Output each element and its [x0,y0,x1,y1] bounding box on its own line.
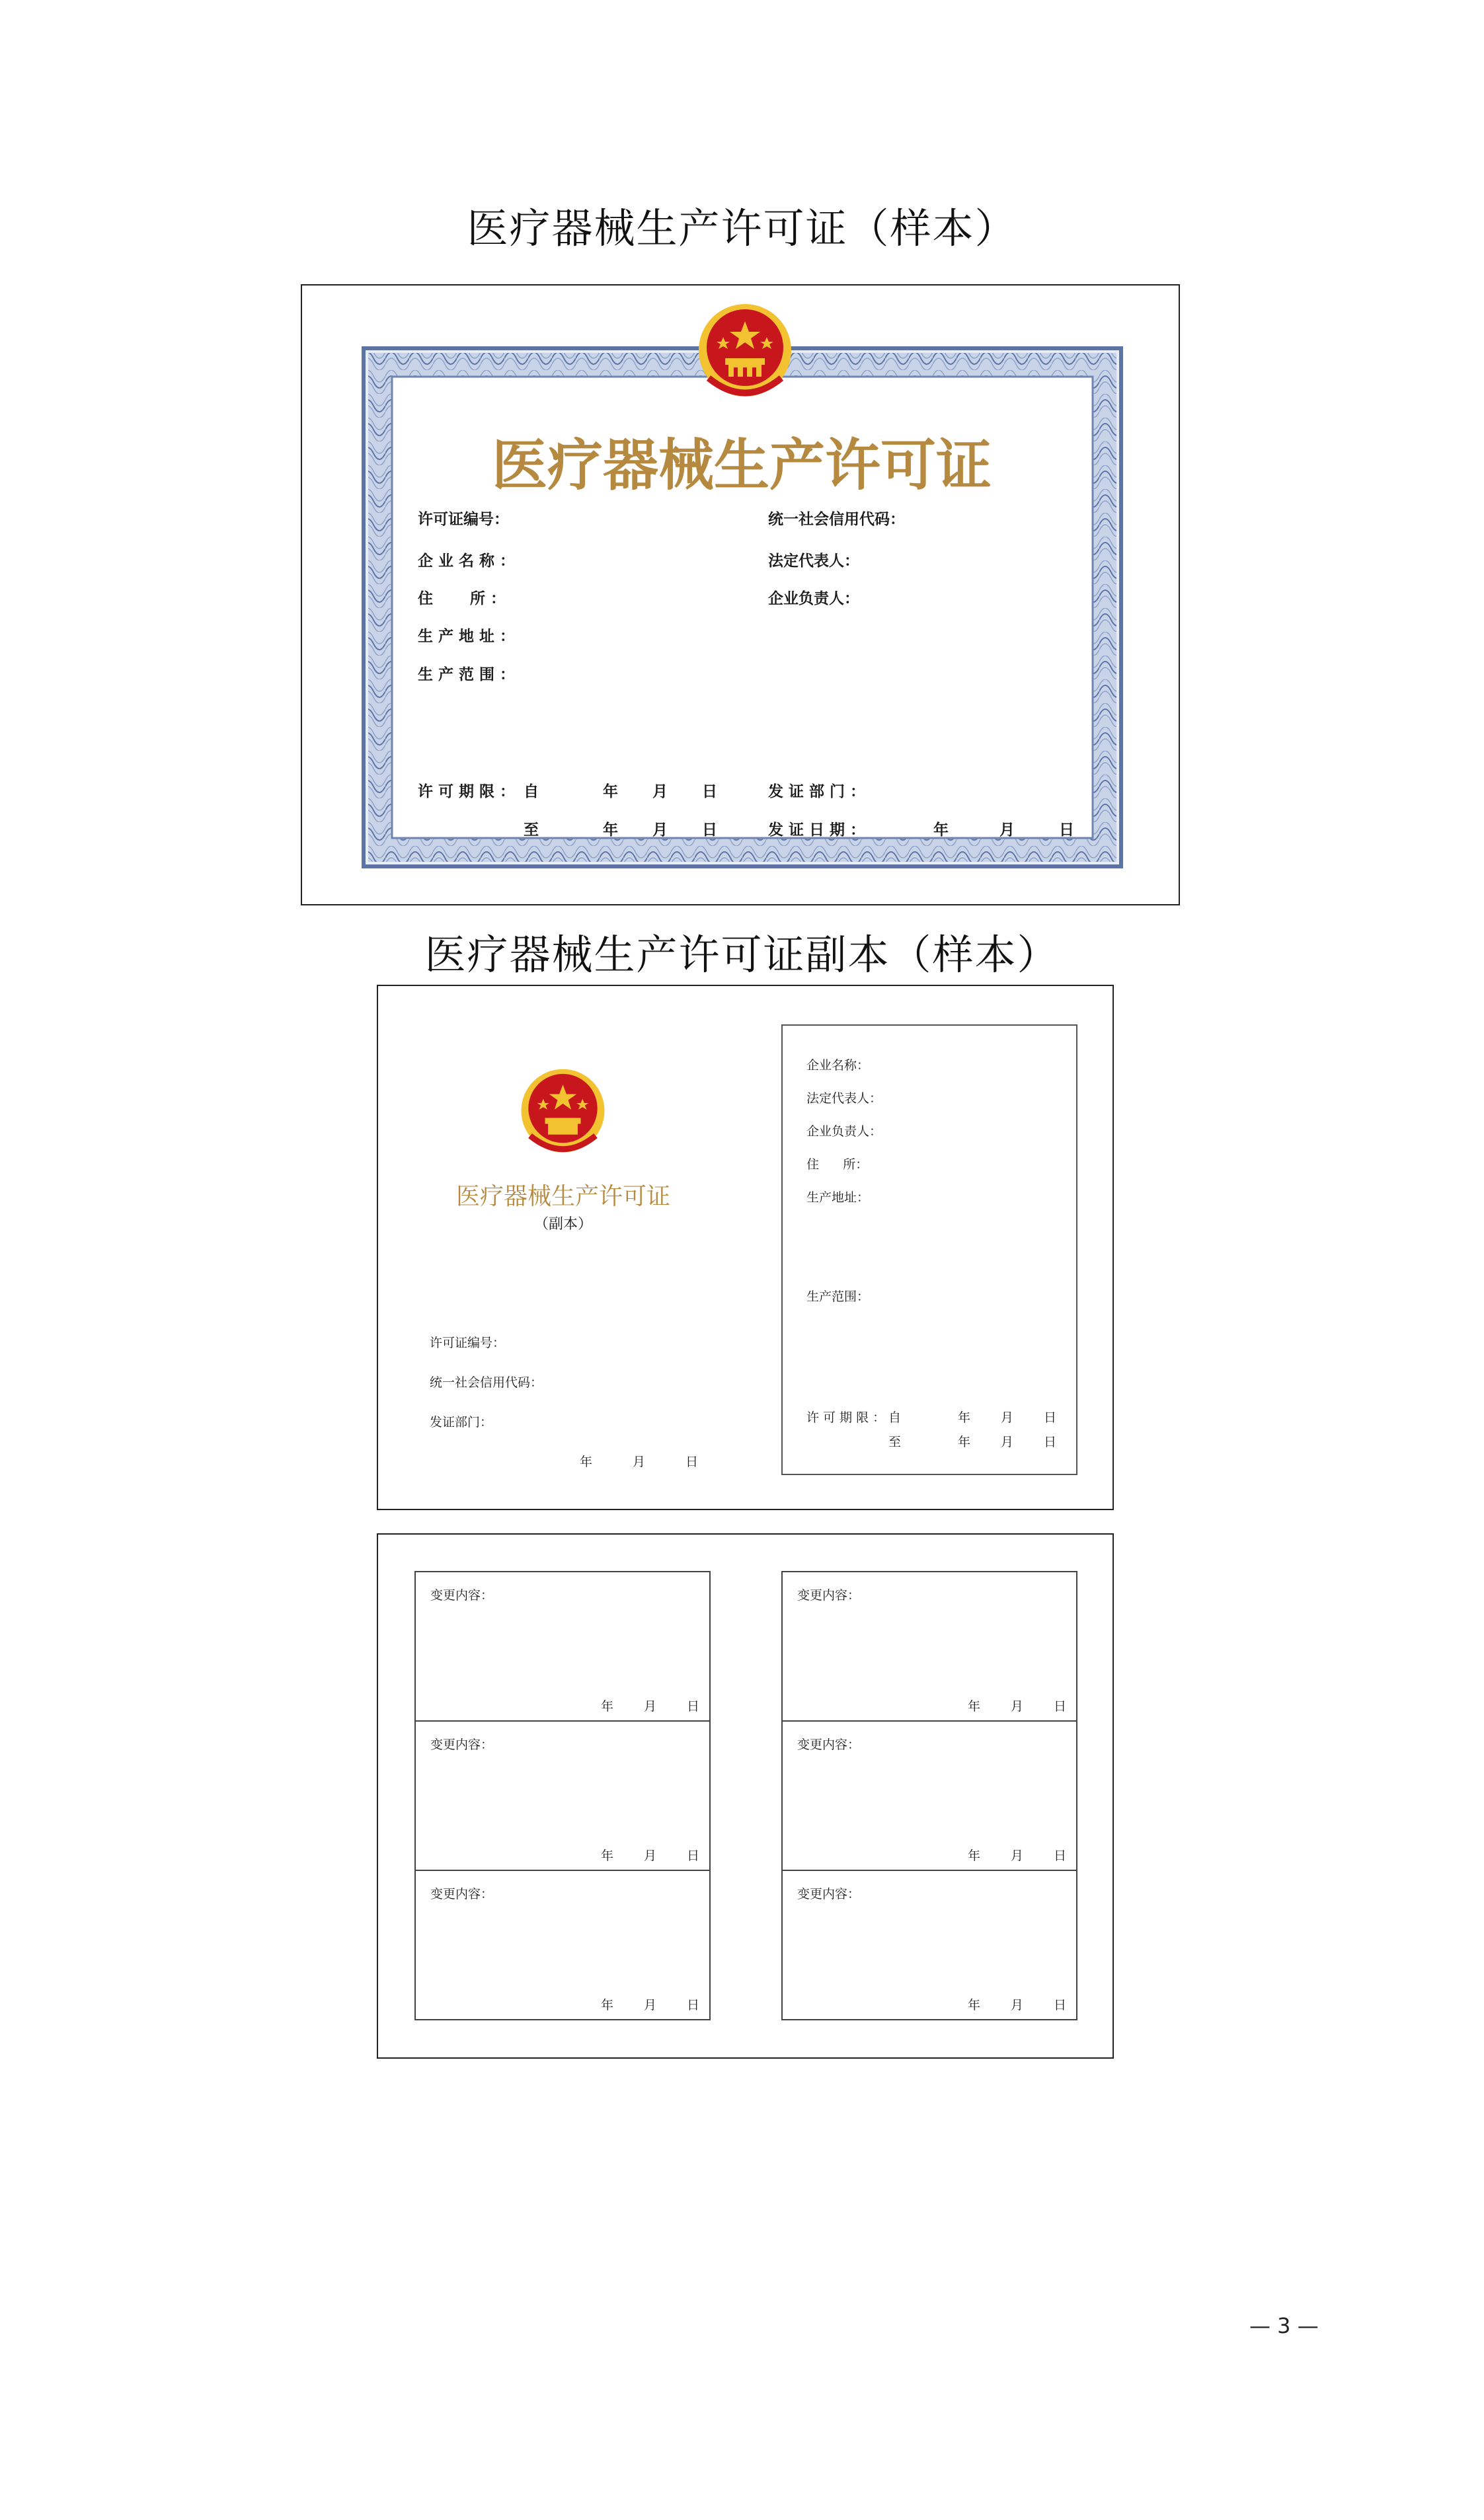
copy-validity-from-month: 月 [1001,1410,1014,1425]
label-production-scope: 生 产 范 围 ： [418,666,516,683]
change-records-frame [377,1533,1114,2059]
change-label: 变更内容： [430,1737,494,1752]
label-issuing-dept: 发 证 部 门 ： [768,783,866,800]
validity-to-day: 日 [702,821,717,839]
change-year: 年 [601,1699,614,1714]
copy-label-license-no: 许可证编号： [430,1336,506,1350]
change-month: 月 [1011,1699,1024,1714]
copy-subtitle: （副本） [533,1216,592,1233]
validity-to: 至 [524,821,539,839]
label-license-no: 许可证编号： [418,511,509,528]
copy-label-company-name: 企业名称： [806,1058,870,1073]
change-cell [781,1571,1077,1722]
copy-validity-to-year: 年 [958,1435,971,1449]
issue-date-month: 月 [999,821,1015,839]
copy-label-legal-rep: 法定代表人： [806,1091,882,1106]
copy-title: 医疗器械生产许可证 [455,1183,670,1210]
copy-label-company-head: 企业负责人： [806,1124,882,1139]
change-day: 日 [1054,1849,1067,1863]
label-address: 住 所 ： [418,590,506,607]
copy-validity-to-month: 月 [1001,1435,1014,1449]
issue-date-year: 年 [933,821,949,839]
validity-from-month: 月 [652,783,668,800]
change-year: 年 [968,1849,981,1863]
change-day: 日 [1054,1699,1067,1714]
national-emblem-icon [695,299,795,404]
certificate-sample-frame [301,284,1180,905]
validity-from-year: 年 [603,783,618,800]
change-label: 变更内容： [797,1887,861,1901]
label-company-head: 企业负责人： [768,590,859,607]
change-day: 日 [687,1849,700,1863]
label-credit-code: 统一社会信用代码： [768,511,905,528]
copy-left-month: 月 [633,1455,646,1469]
change-label: 变更内容： [797,1588,861,1603]
copy-label-credit-code: 统一社会信用代码： [430,1375,543,1390]
copy-right-panel [781,1024,1077,1475]
copy-validity-from-day: 日 [1044,1410,1057,1425]
change-cell [414,1720,711,1871]
copy-left-year: 年 [580,1455,593,1469]
copy-label-issuing-dept: 发证部门： [430,1415,493,1430]
label-legal-rep: 法定代表人： [768,553,859,570]
change-cell [781,1720,1077,1871]
validity-from-day: 日 [702,783,717,800]
change-day: 日 [687,1998,700,2012]
copy-label-production-address: 生产地址： [806,1190,870,1205]
label-production-address: 生 产 地 址 ： [418,628,516,645]
change-cell [414,1870,711,2020]
change-month: 月 [644,1699,657,1714]
change-month: 月 [644,1849,657,1863]
validity-to-year: 年 [603,821,618,839]
copy-label-production-scope: 生产范围： [806,1289,870,1304]
change-month: 月 [1011,1998,1024,2012]
label-issue-date: 发 证 日 期 ： [768,821,866,839]
page-number: — 3 — [1249,2313,1319,2338]
change-year: 年 [968,1699,981,1714]
copy-validity-from: 自 [888,1410,902,1425]
validity-from: 自 [524,783,539,800]
certificate-heading: 医疗器械生产许可证（样本） [467,204,1017,252]
change-day: 日 [1054,1998,1067,2012]
change-year: 年 [601,1998,614,2012]
issue-date-day: 日 [1059,821,1074,839]
label-validity: 许 可 期 限 ： [418,783,516,800]
copy-validity-to-day: 日 [1044,1435,1057,1449]
copy-heading: 医疗器械生产许可证副本（样本） [424,931,1060,979]
change-label: 变更内容： [430,1588,494,1603]
copy-sample-frame [377,985,1114,1510]
change-month: 月 [1011,1849,1024,1863]
copy-validity-from-year: 年 [958,1410,971,1425]
change-cell [781,1870,1077,2020]
change-label: 变更内容： [797,1737,861,1752]
change-day: 日 [687,1699,700,1714]
change-year: 年 [601,1849,614,1863]
change-month: 月 [644,1998,657,2012]
label-company-name: 企 业 名 称 ： [418,553,516,570]
change-cell [414,1571,711,1722]
copy-validity-to: 至 [888,1435,902,1449]
copy-label-validity: 许 可 期 限 ： [806,1410,886,1425]
change-label: 变更内容： [430,1887,494,1901]
copy-label-address: 住 所： [806,1157,869,1172]
change-year: 年 [968,1998,981,2012]
copy-left-day: 日 [685,1455,699,1469]
certificate-title: 医疗器械生产许可证 [491,432,992,498]
national-emblem-icon-copy [518,1064,607,1160]
validity-to-month: 月 [652,821,668,839]
